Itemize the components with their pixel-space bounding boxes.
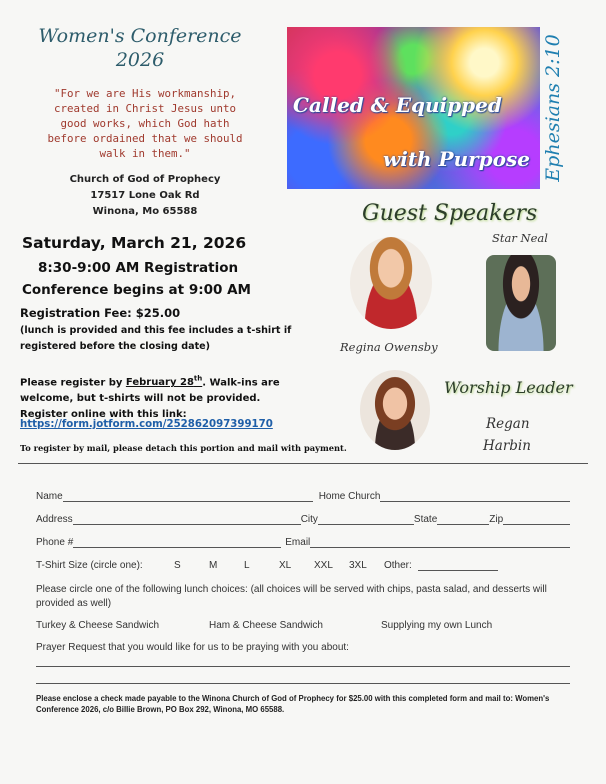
- speaker-1-photo: [486, 255, 556, 351]
- size-option-xl[interactable]: XL: [279, 560, 292, 571]
- theme-banner-image: [287, 27, 540, 189]
- speaker-2-photo: [350, 237, 432, 329]
- size-option-m[interactable]: M: [209, 560, 218, 571]
- lunch-instruction: Please circle one of the following lunch choices: (all choices will be served with chips, pasta salad, and desserts will provided as well): [36, 584, 547, 609]
- worship-leader-first-name: Regan: [486, 416, 530, 432]
- name-row: [36, 491, 570, 502]
- registration-fee: Registration Fee: $25.00: [20, 306, 181, 320]
- church-name: Church of God of Prophecy: [69, 174, 221, 185]
- scripture-verse: [20, 86, 270, 161]
- verse-line: "For we are His workmanship,: [53, 87, 236, 100]
- other-label: Other:: [384, 560, 412, 571]
- register-deadline: [126, 377, 202, 388]
- speaker-1-name: Star Neal: [492, 231, 548, 245]
- detach-divider: [18, 463, 588, 464]
- lunch-option-ham[interactable]: Ham & Cheese Sandwich: [209, 620, 323, 631]
- scripture-reference-text: Ephesians 2:10: [542, 34, 564, 182]
- conference-title: [20, 24, 260, 72]
- event-date: Saturday, March 21, 2026: [22, 234, 247, 252]
- church-city: Winona, Mo 65588: [92, 206, 198, 217]
- fee-note-line: registered before the closing date): [20, 341, 211, 352]
- register-suffix: . Walk-ins are: [202, 377, 280, 389]
- worship-leader-heading: Worship Leader: [444, 378, 573, 397]
- guest-speakers-heading: Guest Speakers: [362, 201, 538, 226]
- register-deadline-sup: th: [193, 375, 203, 383]
- prayer-request-label: Prayer Request that you would like for us to be praying with you about:: [36, 642, 349, 653]
- church-address: [20, 172, 270, 220]
- title-line-2: 2026: [115, 49, 165, 71]
- state-label: State: [413, 514, 438, 525]
- email-field[interactable]: [310, 537, 570, 548]
- scripture-reference: [541, 27, 565, 189]
- tshirt-row: [36, 560, 570, 571]
- lunch-option-turkey[interactable]: Turkey & Cheese Sandwich: [36, 620, 160, 631]
- address-row: [36, 514, 570, 525]
- title-line-1: Women's Conference: [38, 25, 242, 47]
- home-church-label: Home Church: [318, 491, 381, 502]
- worship-leader-photo: [360, 370, 430, 450]
- register-info: [20, 371, 280, 423]
- size-option-3xl[interactable]: 3XL: [349, 560, 367, 571]
- name-label: Name: [36, 491, 63, 502]
- city-field[interactable]: [318, 514, 414, 525]
- prayer-request-line-1[interactable]: [36, 666, 570, 667]
- state-field[interactable]: [437, 514, 489, 525]
- conference-time: Conference begins at 9:00 AM: [22, 282, 251, 298]
- register-line-3: Register online with this link:: [20, 409, 187, 421]
- city-label: City: [300, 514, 318, 525]
- registration-link[interactable]: https://form.jotform.com/252862097399170: [20, 419, 273, 430]
- register-line-2: welcome, but t-shirts will not be provided.: [20, 393, 261, 405]
- worship-leader-last-name: Harbin: [483, 438, 531, 454]
- register-deadline-text: February 28: [125, 377, 194, 389]
- address-field[interactable]: [73, 514, 301, 525]
- banner-line-1: Called & Equipped: [293, 93, 502, 117]
- zip-label: Zip: [489, 514, 504, 525]
- verse-line: before ordained that we should: [47, 132, 243, 145]
- prayer-request-line-2[interactable]: [36, 683, 570, 684]
- tshirt-label: T-Shirt Size (circle one):: [36, 560, 143, 571]
- fee-note-line: (lunch is provided and this fee includes a t-shirt if: [20, 325, 292, 336]
- email-label: Email: [285, 537, 311, 548]
- verse-line: created in Christ Jesus unto: [53, 102, 236, 115]
- phone-label: Phone #: [36, 537, 74, 548]
- speaker-2-name: Regina Owensby: [340, 340, 438, 354]
- home-church-field[interactable]: [380, 491, 570, 502]
- fee-note: [20, 323, 291, 355]
- banner-line-2: with Purpose: [383, 147, 530, 171]
- lunch-option-own[interactable]: Supplying my own Lunch: [381, 620, 493, 631]
- zip-field[interactable]: [503, 514, 570, 525]
- size-option-l[interactable]: L: [244, 560, 250, 571]
- size-option-xxl[interactable]: XXL: [314, 560, 333, 571]
- other-size-field[interactable]: [418, 560, 498, 571]
- size-option-s[interactable]: S: [174, 560, 181, 571]
- registration-time: 8:30-9:00 AM Registration: [38, 260, 239, 276]
- mail-note: To register by mail, please detach this portion and mail with payment.: [20, 443, 347, 453]
- address-label: Address: [36, 514, 73, 525]
- verse-line: walk in them.": [99, 147, 191, 160]
- phone-email-row: [36, 537, 570, 548]
- church-street: 17517 Lone Oak Rd: [90, 190, 200, 201]
- verse-line: good works, which God hath: [60, 117, 230, 130]
- name-field[interactable]: [63, 491, 313, 502]
- mailing-instructions: Please enclose a check made payable to the Winona Church of God of Prophecy for $25.00 with this completed form and mail to: Women's Conference 2026, c/o Billie Brown, PO Box 292, Winona, MO 65588.: [36, 694, 550, 714]
- register-prefix: Please register by: [20, 377, 126, 389]
- phone-field[interactable]: [73, 537, 281, 548]
